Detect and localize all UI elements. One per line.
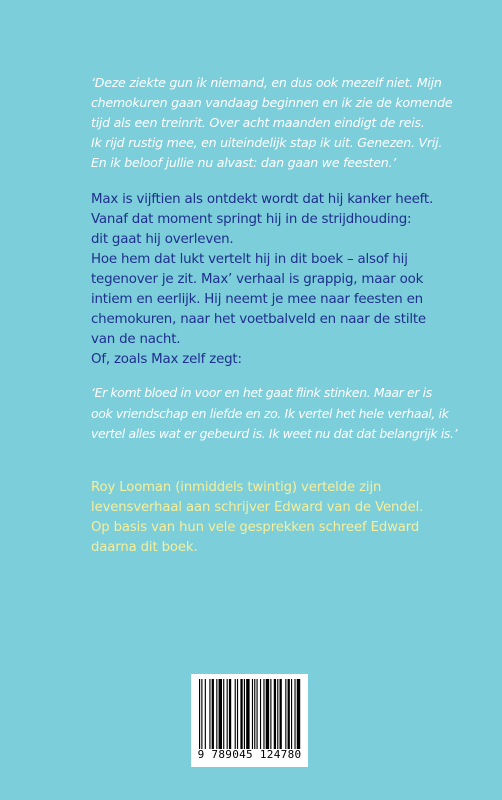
barcode-bar (294, 679, 295, 749)
blurb-line: Max is vijftien als ontdekt wordt dat hij kanker heeft. (91, 192, 434, 207)
about-line: Op basis van hun vele gesprekken schreef Edward (91, 520, 420, 535)
book-blurb (91, 190, 471, 370)
quote-line: chemokuren gaan vandaag beginnen en ik zie de komende (91, 95, 453, 110)
barcode-bar (199, 679, 200, 749)
opening-quote (91, 73, 471, 173)
barcode-bar (240, 679, 242, 749)
barcode-bar (297, 679, 300, 749)
barcode-bar (254, 679, 255, 749)
barcode-bar (227, 679, 228, 749)
barcode-bar (216, 679, 217, 749)
blurb-line: intiem en eerlijk. Hij neemt je mee naar feesten en (91, 292, 423, 307)
quote-line: vertel alles wat er gebeurd is. Ik weet nu dat dat belangrijk is.’ (91, 426, 458, 441)
blurb-line: Of, zoals Max zelf zegt: (91, 352, 242, 367)
barcode-bar (277, 679, 278, 749)
barcode-bar (266, 679, 269, 749)
barcode-bar (291, 679, 292, 749)
barcode-bar (263, 679, 264, 749)
barcode-bar (209, 679, 210, 749)
blurb-line: tegenover je zit. Max’ verhaal is grappig, maar ook (91, 272, 424, 287)
blurb-line: van de nacht. (91, 332, 181, 347)
barcode-bar (280, 679, 282, 749)
barcode-bar (246, 679, 249, 749)
barcode-bar (235, 679, 236, 749)
barcode-bar (229, 679, 231, 749)
author-note (91, 478, 471, 558)
quote-line: tijd als een treinrit. Over acht maanden eindigt de reis. (91, 115, 425, 130)
quote-line: Ik rijd rustig mee, en uiteindelijk stap ik uit. Genezen. Vrij. (91, 135, 443, 150)
isbn-number: 9 789045 124780 (197, 748, 302, 761)
isbn-barcode (191, 674, 308, 767)
barcode-bar (223, 679, 224, 749)
closing-quote (91, 383, 471, 445)
barcode-bar (237, 679, 238, 749)
barcode-bar (285, 679, 286, 749)
quote-line: ‘Deze ziekte gun ik niemand, en dus ook mezelf niet. Mijn (91, 75, 442, 90)
barcode-bar (260, 679, 261, 749)
about-line: levensverhaal aan schrijver Edward van de Vendel. (91, 500, 424, 515)
blurb-line: Hoe hem dat lukt vertelt hij in dit boek – alsof hij (91, 252, 408, 267)
quote-line: En ik beloof jullie nu alvast: dan gaan we feesten.’ (91, 155, 396, 170)
blurb-line: Vanaf dat moment springt hij in de strijdhouding: (91, 212, 412, 227)
barcode-bar (244, 679, 245, 749)
barcode-bars (191, 674, 308, 752)
quote-line: ‘Er komt bloed in voor en het gaat flink stinken. Maar er is (91, 385, 432, 400)
barcode-bar (257, 679, 258, 749)
blurb-line: dit gaat hij overleven. (91, 232, 234, 247)
barcode-bar (212, 679, 214, 749)
barcode-bar (270, 679, 271, 749)
about-line: daarna dit boek. (91, 540, 198, 555)
blurb-line: chemokuren, naar het voetbalveld en naar de stilte (91, 312, 426, 327)
barcode-bar (219, 679, 222, 749)
barcode-bar (274, 679, 276, 749)
barcode-bar (201, 679, 202, 749)
barcode-bar (288, 679, 290, 749)
about-line: Roy Looman (inmiddels twintig) vertelde zijn (91, 480, 382, 495)
quote-line: ook vriendschap en liefde en zo. Ik vertel het hele verhaal, ik (91, 405, 449, 421)
barcode-bar (205, 679, 206, 749)
barcode-bar (252, 679, 253, 749)
